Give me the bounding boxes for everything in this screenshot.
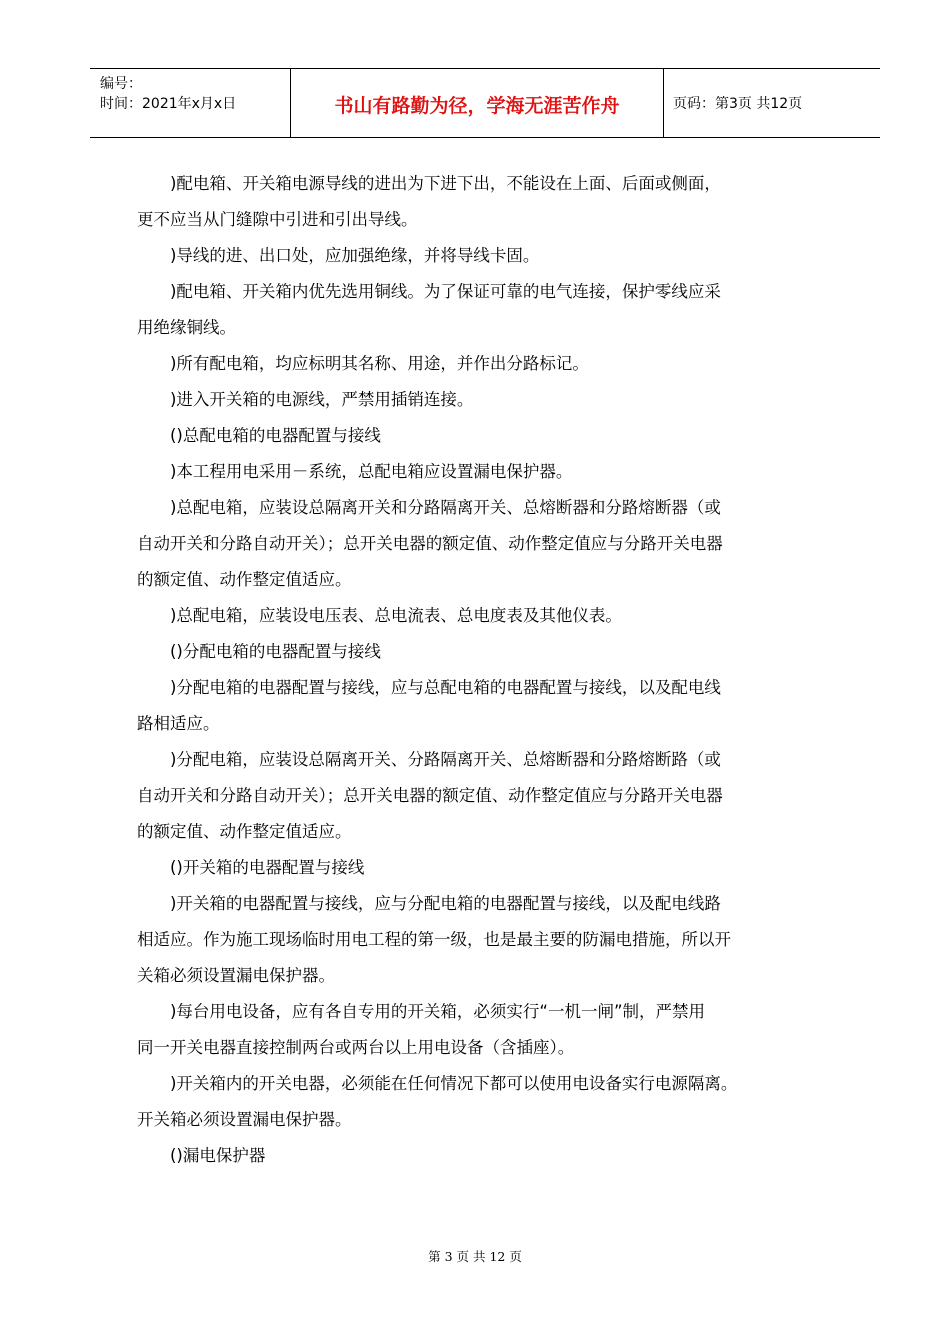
paragraph-line: )进入开关箱的电源线，严禁用插销连接。 xyxy=(170,390,474,409)
document-number-label: 编号： xyxy=(100,76,142,92)
paragraph-line: 同一开关电器直接控制两台或两台以上用电设备（含插座）。 xyxy=(137,1038,575,1057)
section-heading: ()开关箱的电器配置与接线 xyxy=(170,858,365,877)
paragraph-line: )总配电箱，应装设总隔离开关和分路隔离开关、总熔断器和分路熔断器（或 xyxy=(170,498,721,517)
paragraph-line: )分配电箱，应装设总隔离开关、分路隔离开关、总熔断器和分路熔断路（或 xyxy=(170,750,721,769)
paragraph-line: 自动开关和分路自动开关）；总开关电器的额定值、动作整定值应与分路开关电器 xyxy=(137,786,723,805)
paragraph-line: )分配电箱的电器配置与接线，应与总配电箱的电器配置与接线，以及配电线 xyxy=(170,678,721,697)
header-motto-cell xyxy=(290,69,664,137)
paragraph-line: 关箱必须设置漏电保护器。 xyxy=(137,966,335,985)
section-heading: ()漏电保护器 xyxy=(170,1146,266,1165)
header-motto: 书山有路勤为径，学海无涯苦作舟 xyxy=(334,95,620,117)
paragraph-line: )总配电箱，应装设电压表、总电流表、总电度表及其他仪表。 xyxy=(170,606,622,625)
header-page-code: 页码：第3页 共12页 xyxy=(673,96,803,112)
paragraph-line: )所有配电箱，均应标明其名称、用途，并作出分路标记。 xyxy=(170,354,589,373)
paragraph-line: )导线的进、出口处，应加强绝缘，并将导线卡固。 xyxy=(170,246,540,265)
paragraph-line: )配电箱、开关箱内优先选用铜线。为了保证可靠的电气连接，保护零线应采 xyxy=(170,282,721,301)
paragraph-line: )每台用电设备，应有各自专用的开关箱，必须实行“一机一闸”制，严禁用 xyxy=(170,1002,706,1021)
document-time-label: 时间：2021年x月x日 xyxy=(100,96,237,112)
section-heading: ()分配电箱的电器配置与接线 xyxy=(170,642,381,661)
paragraph-line: )开关箱内的开关电器，必须能在任何情况下都可以使用电设备实行电源隔离。 xyxy=(170,1074,738,1093)
paragraph-line: 路相适应。 xyxy=(137,714,220,733)
paragraph-line: 开关箱必须设置漏电保护器。 xyxy=(137,1110,352,1129)
header-page-cell xyxy=(663,69,880,137)
paragraph-line: 的额定值、动作整定值适应。 xyxy=(137,570,352,589)
paragraph-line: 相适应。作为施工现场临时用电工程的第一级，也是最主要的防漏电措施，所以开 xyxy=(137,930,731,949)
paragraph-line: )配电箱、开关箱电源导线的进出为下进下出，不能设在上面、后面或侧面， xyxy=(170,174,721,193)
section-heading: ()总配电箱的电器配置与接线 xyxy=(170,426,381,445)
paragraph-line: 自动开关和分路自动开关）；总开关电器的额定值、动作整定值应与分路开关电器 xyxy=(137,534,723,553)
paragraph-line: )本工程用电采用－系统，总配电箱应设置漏电保护器。 xyxy=(170,462,573,481)
paragraph-line: 更不应当从门缝隙中引进和引出导线。 xyxy=(137,210,418,229)
document-header xyxy=(90,68,880,138)
paragraph-line: )开关箱的电器配置与接线，应与分配电箱的电器配置与接线，以及配电线路 xyxy=(170,894,721,913)
document-body xyxy=(137,166,847,1174)
page-footer: 第 3 页 共 12 页 xyxy=(428,1249,522,1264)
header-meta-cell xyxy=(90,69,290,137)
paragraph-line: 用绝缘铜线。 xyxy=(137,318,236,337)
paragraph-line: 的额定值、动作整定值适应。 xyxy=(137,822,352,841)
